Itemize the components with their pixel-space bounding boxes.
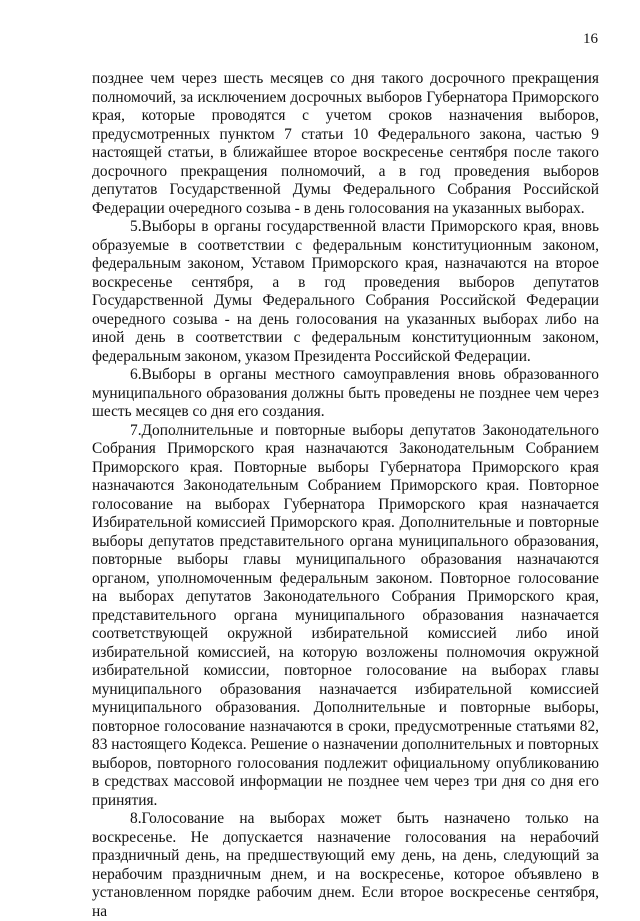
paragraph-item-6: 6.Выборы в органы местного самоуправления вновь образованного муниципального образования должны быть проведены не позднее чем через шесть месяцев со дня его создания. xyxy=(92,366,599,420)
paragraph-continuation: позднее чем через шесть месяцев со дня такого досрочного прекращения полномочий, за исключением досрочных выборов Губернатора Приморского края, которые проводятся с учетом сроков назначения выборов, предусмотренных пунктом 7 статьи 10 Федерального закона, частью 9 настоящей статьи, в ближайшее второе воскресенье сентября после такого досрочного прекращения полномочий, а в год проведения выборов депутатов Государственной Думы Федерального Собрания Российской Федерации очередного созыва - в день голосования на указанных выборах. xyxy=(92,70,599,217)
paragraph-item-8: 8.Голосование на выборах может быть назначено только на воскресенье. Не допускается назначение голосования на нерабочий праздничный день, на предшествующий ему день, на день, следующий за нерабочим праздничным днем, и на воскресенье, которое объявлено в установленном порядке рабочим днем. Если второе воскресенье сентября, на xyxy=(92,810,599,920)
page-number: 16 xyxy=(583,31,598,47)
document-body xyxy=(92,70,599,921)
paragraph-item-7: 7.Дополнительные и повторные выборы депутатов Законодательного Собрания Приморского края назначаются Законодательным Собранием Приморского края. Повторные выборы Губернатора Приморского края назначаются Законодательным Собранием Приморского края. Повторное голосование на выборах Губернатора Приморского края назначается Избирательной комиссией Приморского края. Дополнительные и повторные выборы депутатов представительного органа муниципального образования, повторные выборы главы муниципального образования назначаются органом, уполномоченным федеральным законом. Повторное голосование на выборах депутатов Законодательного Собрания Приморского края, представительного органа муниципального образования назначается соответствующей окружной избирательной комиссией либо иной избирательной комиссией, на которую возложены полномочия окружной избирательной комиссии, повторное голосование на выборах главы муниципального образования назначается избирательной комиссией муниципального образования. Дополнительные и повторные выборы, повторное голосование назначаются в сроки, предусмотренные статьями 82, 83 настоящего Кодекса. Решение о назначении дополнительных и повторных выборов, повторного голосования подлежит официальному опубликованию в средствах массовой информации не позднее чем через три дня со дня его принятия. xyxy=(92,421,599,809)
paragraph-item-5: 5.Выборы в органы государственной власти Приморского края, вновь образуемые в соответствии с федеральным конституционным законом, федеральным законом, Уставом Приморского края, назначаются на второе воскресенье сентября, а в год проведения выборов депутатов Государственной Думы Федерального Собрания Российской Федерации очередного созыва - на день голосования на указанных выборах либо на иной день в соответствии с федеральным конституционным законом, федеральным законом, указом Президента Российской Федерации. xyxy=(92,218,599,365)
